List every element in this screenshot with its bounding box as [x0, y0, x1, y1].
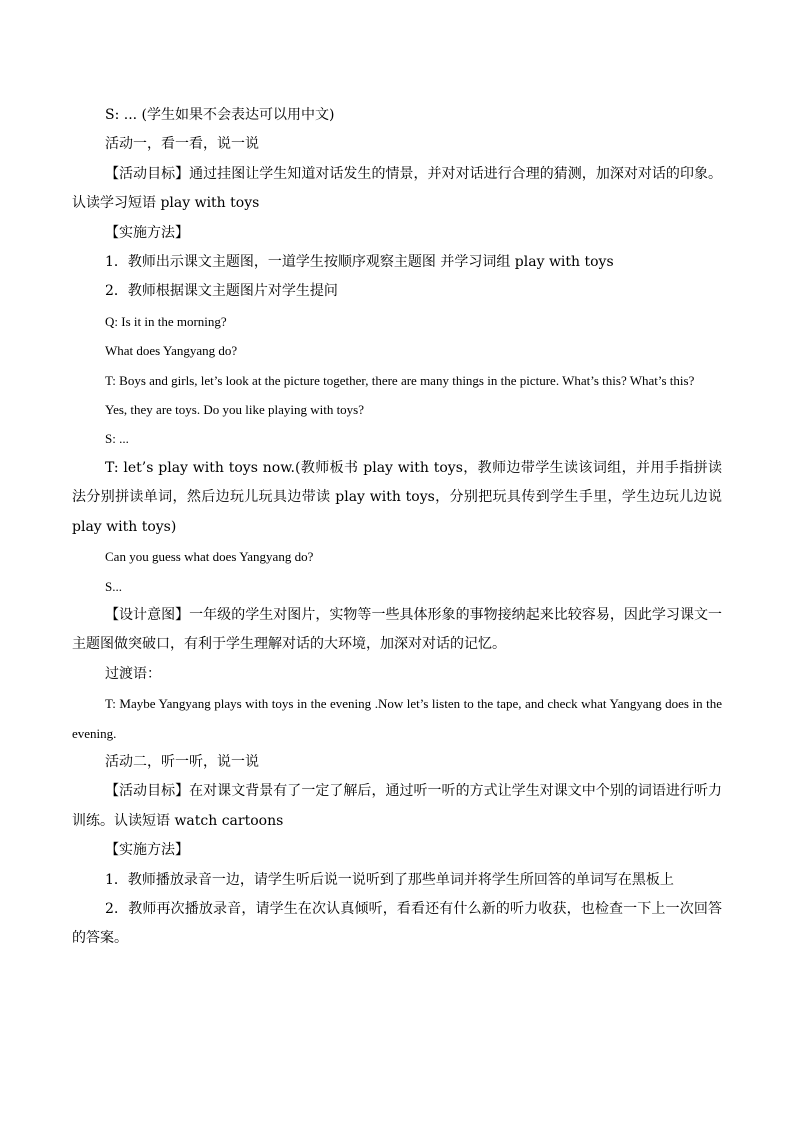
- student-line: S: ...: [105, 431, 129, 447]
- method-step-2: 2．教师根据课文主题图片对学生提问: [105, 283, 338, 300]
- transition-heading: 过渡语：: [105, 665, 161, 682]
- activity-goal-label-2: 【活动目标】: [105, 783, 190, 800]
- method-step-paragraph-1: 1．教师播放录音一边，请学生听后说一说听到了那些单词并将学生所回答的单词写在黑板上: [105, 871, 674, 888]
- design-intent-text: 一年级的学生对图片，实物等一些具体形象的事物接纳起来比较容易，因此学习课文一主题图做突破口，有利于学生理解对话的大环境，加深对对话的记忆。: [72, 606, 722, 653]
- question-line: Q: Is it in the morning?: [105, 313, 227, 329]
- student-response-line: S: ... (学生如果不会表达可以用中文): [105, 107, 335, 123]
- document-page: [72, 101, 722, 954]
- activity-goal-text-2: 在对课文背景有了一定了解后，通过听一听的方式让学生对课文中个别的词语进行听力训练。认读短语 watch cartoons: [72, 783, 722, 829]
- activity-one-heading: 活动一，看一看，说一说: [105, 136, 259, 153]
- design-intent-label: 【设计意图】: [105, 606, 190, 623]
- transition-paragraph: T: Maybe Yangyang plays with toys in the evening .Now let’s listen to the tape, and check what Yangyang does in the evening.: [72, 696, 722, 741]
- method-heading: 【实施方法】: [105, 224, 189, 241]
- method-heading-2: 【实施方法】: [105, 842, 189, 859]
- question-line-2: What does Yangyang do?: [105, 343, 238, 359]
- activity-two-heading: 活动二，听一听，说一说: [105, 753, 259, 770]
- teacher-dialogue-line: Yes, they are toys. Do you like playing with toys?: [105, 402, 365, 418]
- activity-goal-label: 【活动目标】: [105, 165, 190, 182]
- activity-goal-text: 通过挂图让学生知道对话发生的情景，并对对话进行合理的猜测，加深对对话的印象。认读学习短语 play with toys: [72, 165, 722, 212]
- method-step-paragraph-2: 2．教师再次播放录音，请学生在次认真倾听，看看还有什么新的听力收获，也检查一下上一次回答的答案。: [72, 900, 722, 947]
- design-intent-paragraph: [72, 601, 722, 660]
- method-step-1: 1．教师出示课文主题图，一道学生按顺序观察主题图 并学习词组 play with toys: [105, 254, 614, 271]
- student-line-2: S...: [105, 578, 122, 594]
- activity-goal-paragraph: [72, 160, 722, 219]
- teacher-instruction-paragraph: T: let’s play with toys now.(教师板书 play with toys，教师边带学生读该词组，并用手指拼读法分别拼读单词，然后边玩儿玩具边带读 play with toys，分别把玩具传到学生手里，学生边玩儿边说 play with toys): [72, 459, 722, 535]
- teacher-dialogue-paragraph: T: Boys and girls, let’s look at the picture together, there are many things in the picture. What’s this? What’s this?: [105, 372, 695, 388]
- guess-question-line: Can you guess what does Yangyang do?: [105, 549, 314, 565]
- activity-goal-paragraph-2: [72, 777, 722, 836]
